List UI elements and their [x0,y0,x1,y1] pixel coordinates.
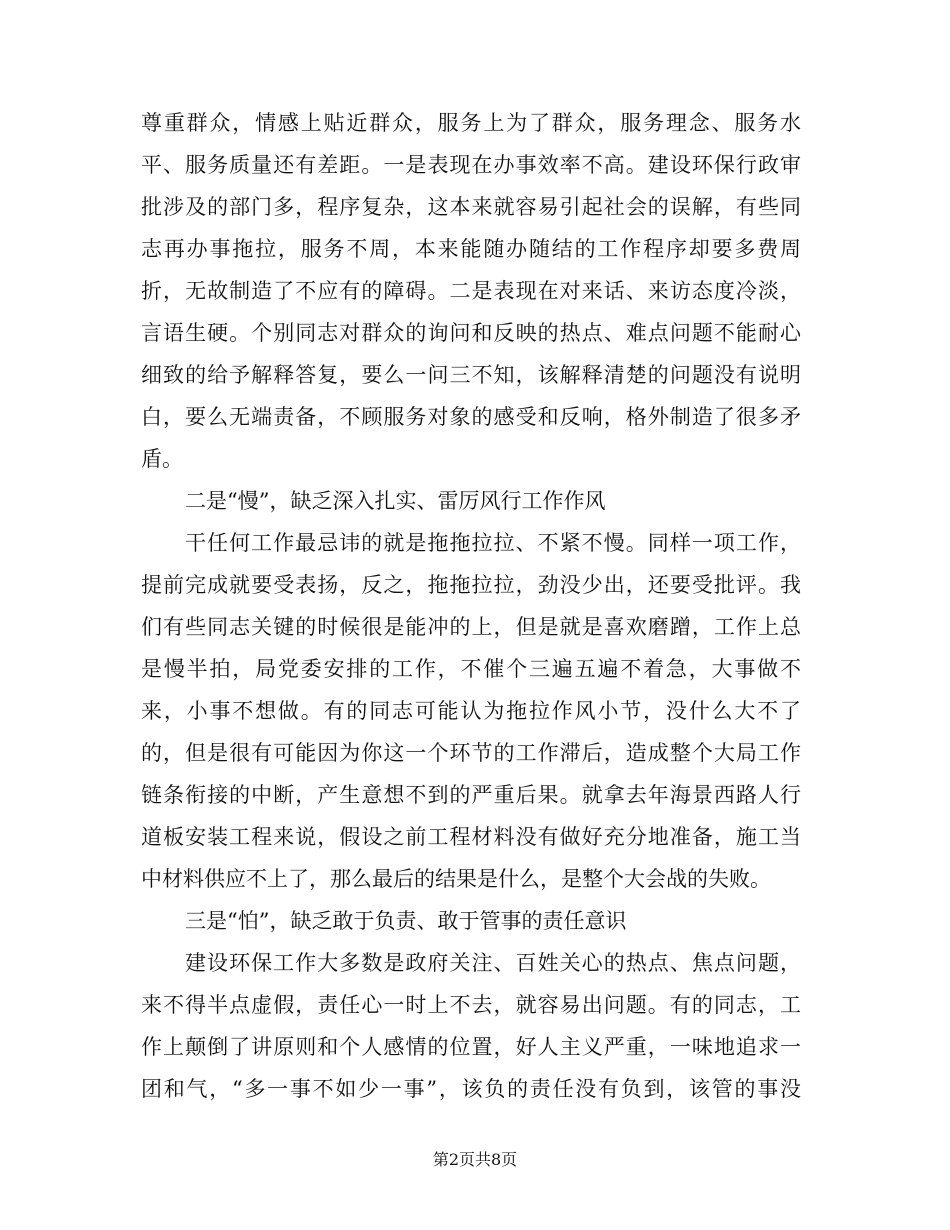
text-line: 尊重群众，情感上贴近群众，服务上为了群众，服务理念、服务水 [141,111,801,135]
text-line: 言语生硬。个别同志对群众的询问和反映的热点、难点问题不能耐心 [141,321,801,345]
text-line: 链条衔接的中断，产生意想不到的严重后果。就拿去年海景西路人行 [141,783,801,807]
text-line: 批涉及的部门多，程序复杂，这本来就容易引起社会的误解，有些同 [141,195,801,219]
text-line: 平、服务质量还有差距。一是表现在办事效率不高。建设环保行政审 [141,153,801,177]
text-line: 来不得半点虚假，责任心一时上不去，就容易出问题。有的同志，工 [141,993,801,1017]
text-line: 志再办事拖拉，服务不周，本来能随办随结的工作程序却要多费周 [141,237,801,261]
section-heading: 二是“慢”，缺乏深入扎实、雷厉风行工作作风 [185,489,606,513]
text-line: 是慢半拍，局党委安排的工作，不催个三遍五遍不着急，大事做不 [141,657,801,681]
body-text [141,102,801,1110]
text-line: 白，要么无端责备，不顾服务对象的感受和反响，格外制造了很多矛 [141,405,801,429]
text-line: 折，无故制造了不应有的障碍。二是表现在对来话、来访态度冷淡， [141,279,801,303]
text-line: 团和气，“多一事不如少一事”，该负的责任没有负到，该管的事没 [141,1077,801,1101]
text-line: 们有些同志关键的时候很是能冲的上，但是就是喜欢磨蹭，工作上总 [141,615,801,639]
page-number-footer: 第2页共8页 [432,1150,518,1169]
section-heading: 三是“怕”，缺乏敢于负责、敢于管事的责任意识 [185,909,627,933]
text-line: 干任何工作最忌讳的就是拖拖拉拉、不紧不慢。同样一项工作， [185,531,801,555]
text-line: 中材料供应不上了，那么最后的结果是什么，是整个大会战的失败。 [141,867,771,891]
text-line: 来，小事不想做。有的同志可能认为拖拉作风小节，没什么大不了 [141,699,801,723]
text-line: 道板安装工程来说，假设之前工程材料没有做好充分地准备，施工当 [141,825,801,849]
text-line: 细致的给予解释答复，要么一问三不知，该解释清楚的问题没有说明 [141,363,801,387]
text-line: 提前完成就要受表扬，反之，拖拖拉拉，劲没少出，还要受批评。我 [141,573,801,597]
text-line: 的，但是很有可能因为你这一个环节的工作滞后，造成整个大局工作 [141,741,801,765]
text-line: 作上颠倒了讲原则和个人感情的位置，好人主义严重，一味地追求一 [141,1035,801,1059]
text-line: 建设环保工作大多数是政府关注、百姓关心的热点、焦点问题， [185,951,801,975]
text-line: 盾。 [141,447,183,471]
